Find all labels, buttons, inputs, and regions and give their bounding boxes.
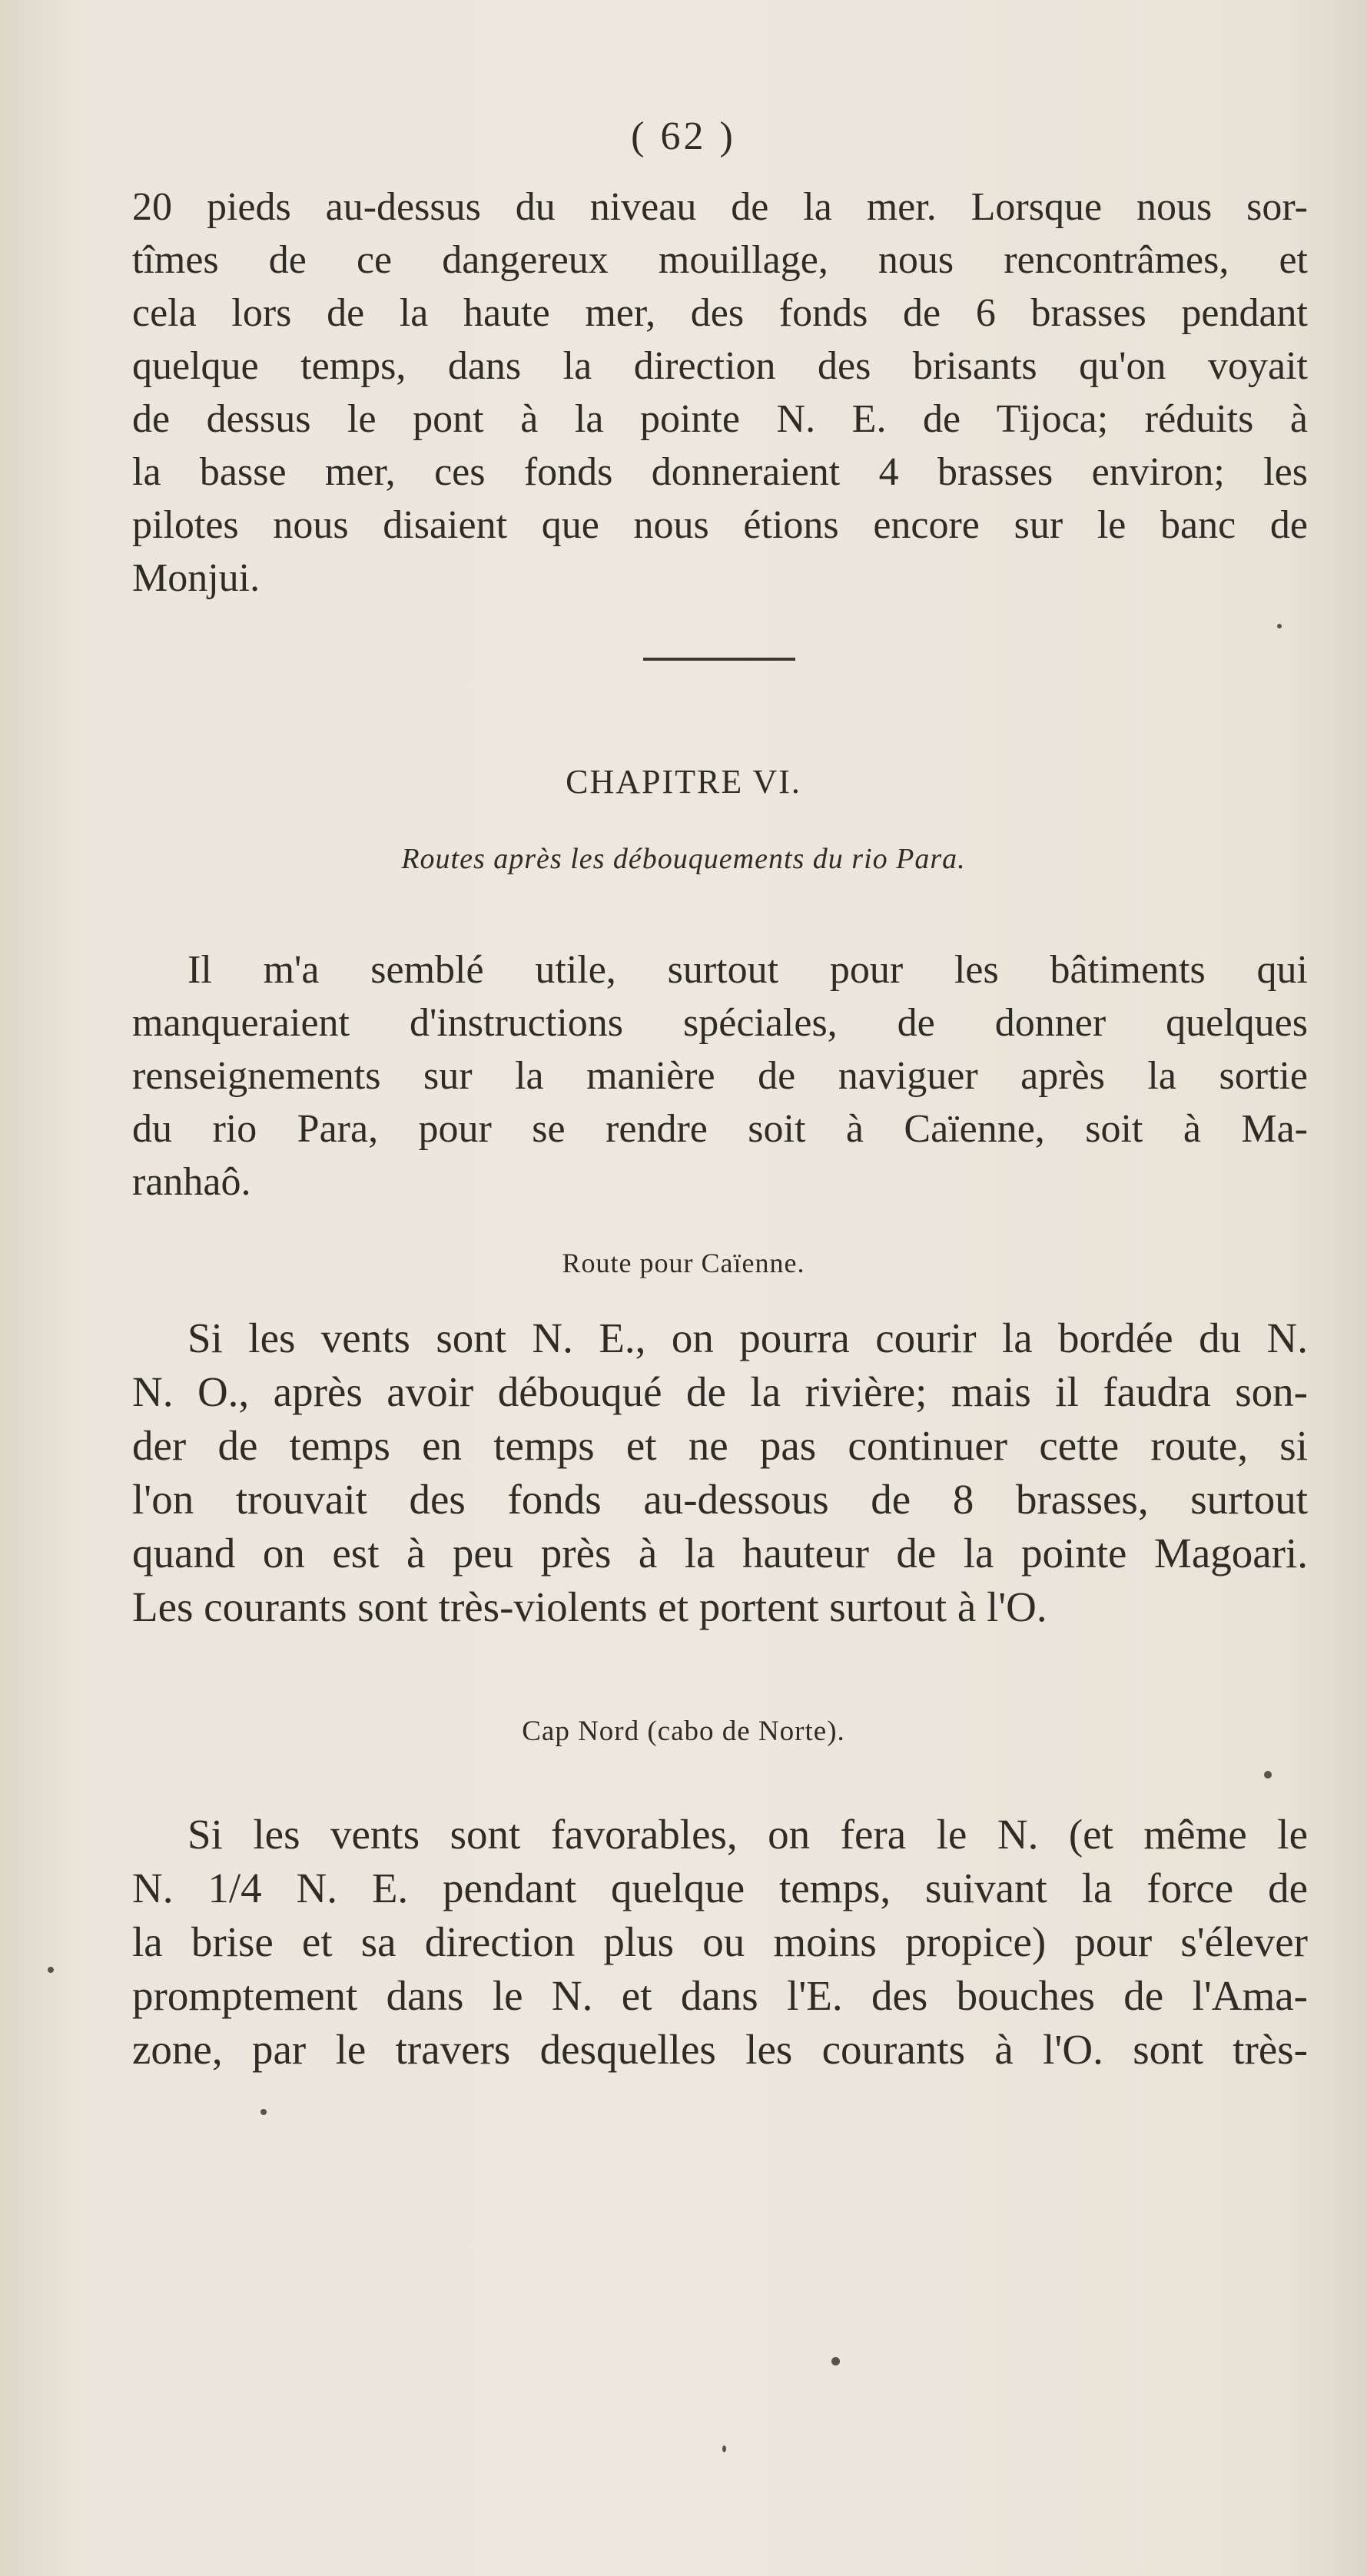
text-line: la basse mer, ces fonds donneraient 4 brasses environ; les <box>132 450 1308 494</box>
paper-speck <box>48 1967 54 1973</box>
text-line: der de temps en temps et ne pas continuer cette route, si <box>132 1422 1308 1469</box>
page-number: ( 62 ) <box>631 114 736 158</box>
text-line: ranhaô. <box>132 1160 251 1204</box>
paragraph-cap-nord <box>132 1808 1308 2077</box>
text-line: promptement dans le N. et dans l'E. des bouches de l'Ama- <box>132 1972 1308 2019</box>
paper-speck <box>831 2357 840 2365</box>
text-line: Monjui. <box>132 556 260 600</box>
text-line: N. 1/4 N. E. pendant quelque temps, suivant la force de <box>132 1865 1308 1911</box>
section-separator <box>643 658 795 661</box>
paper-speck <box>1264 1771 1272 1779</box>
paper-speck <box>260 2109 267 2115</box>
text-line: cela lors de la haute mer, des fonds de 6 brasses pendant <box>132 291 1308 335</box>
text-line: Les courants sont très-violents et portent surtout à l'O. <box>132 1583 1047 1630</box>
chapter-title: CHAPITRE VI. <box>566 763 801 801</box>
paragraph-continuation <box>132 181 1308 605</box>
text-line: renseignements sur la manière de naviguer après la sortie <box>132 1054 1308 1098</box>
text-line: Si les vents sont favorables, on fera le N. (et même le <box>187 1811 1308 1858</box>
text-line: du rio Para, pour se rendre soit à Caïenne, soit à Ma- <box>132 1107 1308 1151</box>
text-line: Il m'a semblé utile, surtout pour les bâtiments qui <box>187 948 1308 992</box>
paragraph-introduction <box>132 943 1308 1208</box>
text-line: pilotes nous disaient que nous étions encore sur le banc de <box>132 503 1308 547</box>
text-line: quand on est à peu près à la hauteur de la pointe Magoari. <box>132 1530 1308 1576</box>
text-line: Si les vents sont N. E., on pourra courir la bordée du N. <box>187 1315 1308 1361</box>
chapter-subtitle: Routes après les débouquements du rio Para. <box>401 843 966 875</box>
text-line: l'on trouvait des fonds au-dessous de 8 brasses, surtout <box>132 1476 1308 1523</box>
paragraph-cayenne <box>132 1311 1308 1634</box>
section-heading-cayenne: Route pour Caïenne. <box>562 1248 805 1278</box>
section-heading-cap-nord: Cap Nord (cabo de Norte). <box>522 1716 845 1747</box>
paper-speck <box>722 2445 726 2452</box>
text-line: N. O., après avoir débouqué de la rivière; mais il faudra son- <box>132 1368 1308 1415</box>
text-line: quelque temps, dans la direction des brisants qu'on voyait <box>132 344 1308 388</box>
paper-speck <box>1277 624 1282 628</box>
text-line: de dessus le pont à la pointe N. E. de Tijoca; réduits à <box>132 397 1308 441</box>
text-line: manqueraient d'instructions spéciales, de donner quelques <box>132 1001 1308 1045</box>
text-line: 20 pieds au-dessus du niveau de la mer. Lorsque nous sor- <box>132 185 1308 229</box>
text-line: tîmes de ce dangereux mouillage, nous rencontrâmes, et <box>132 238 1308 282</box>
text-line: la brise et sa direction plus ou moins propice) pour s'élever <box>132 1918 1308 1965</box>
text-line: zone, par le travers desquelles les courants à l'O. sont très- <box>132 2026 1308 2073</box>
